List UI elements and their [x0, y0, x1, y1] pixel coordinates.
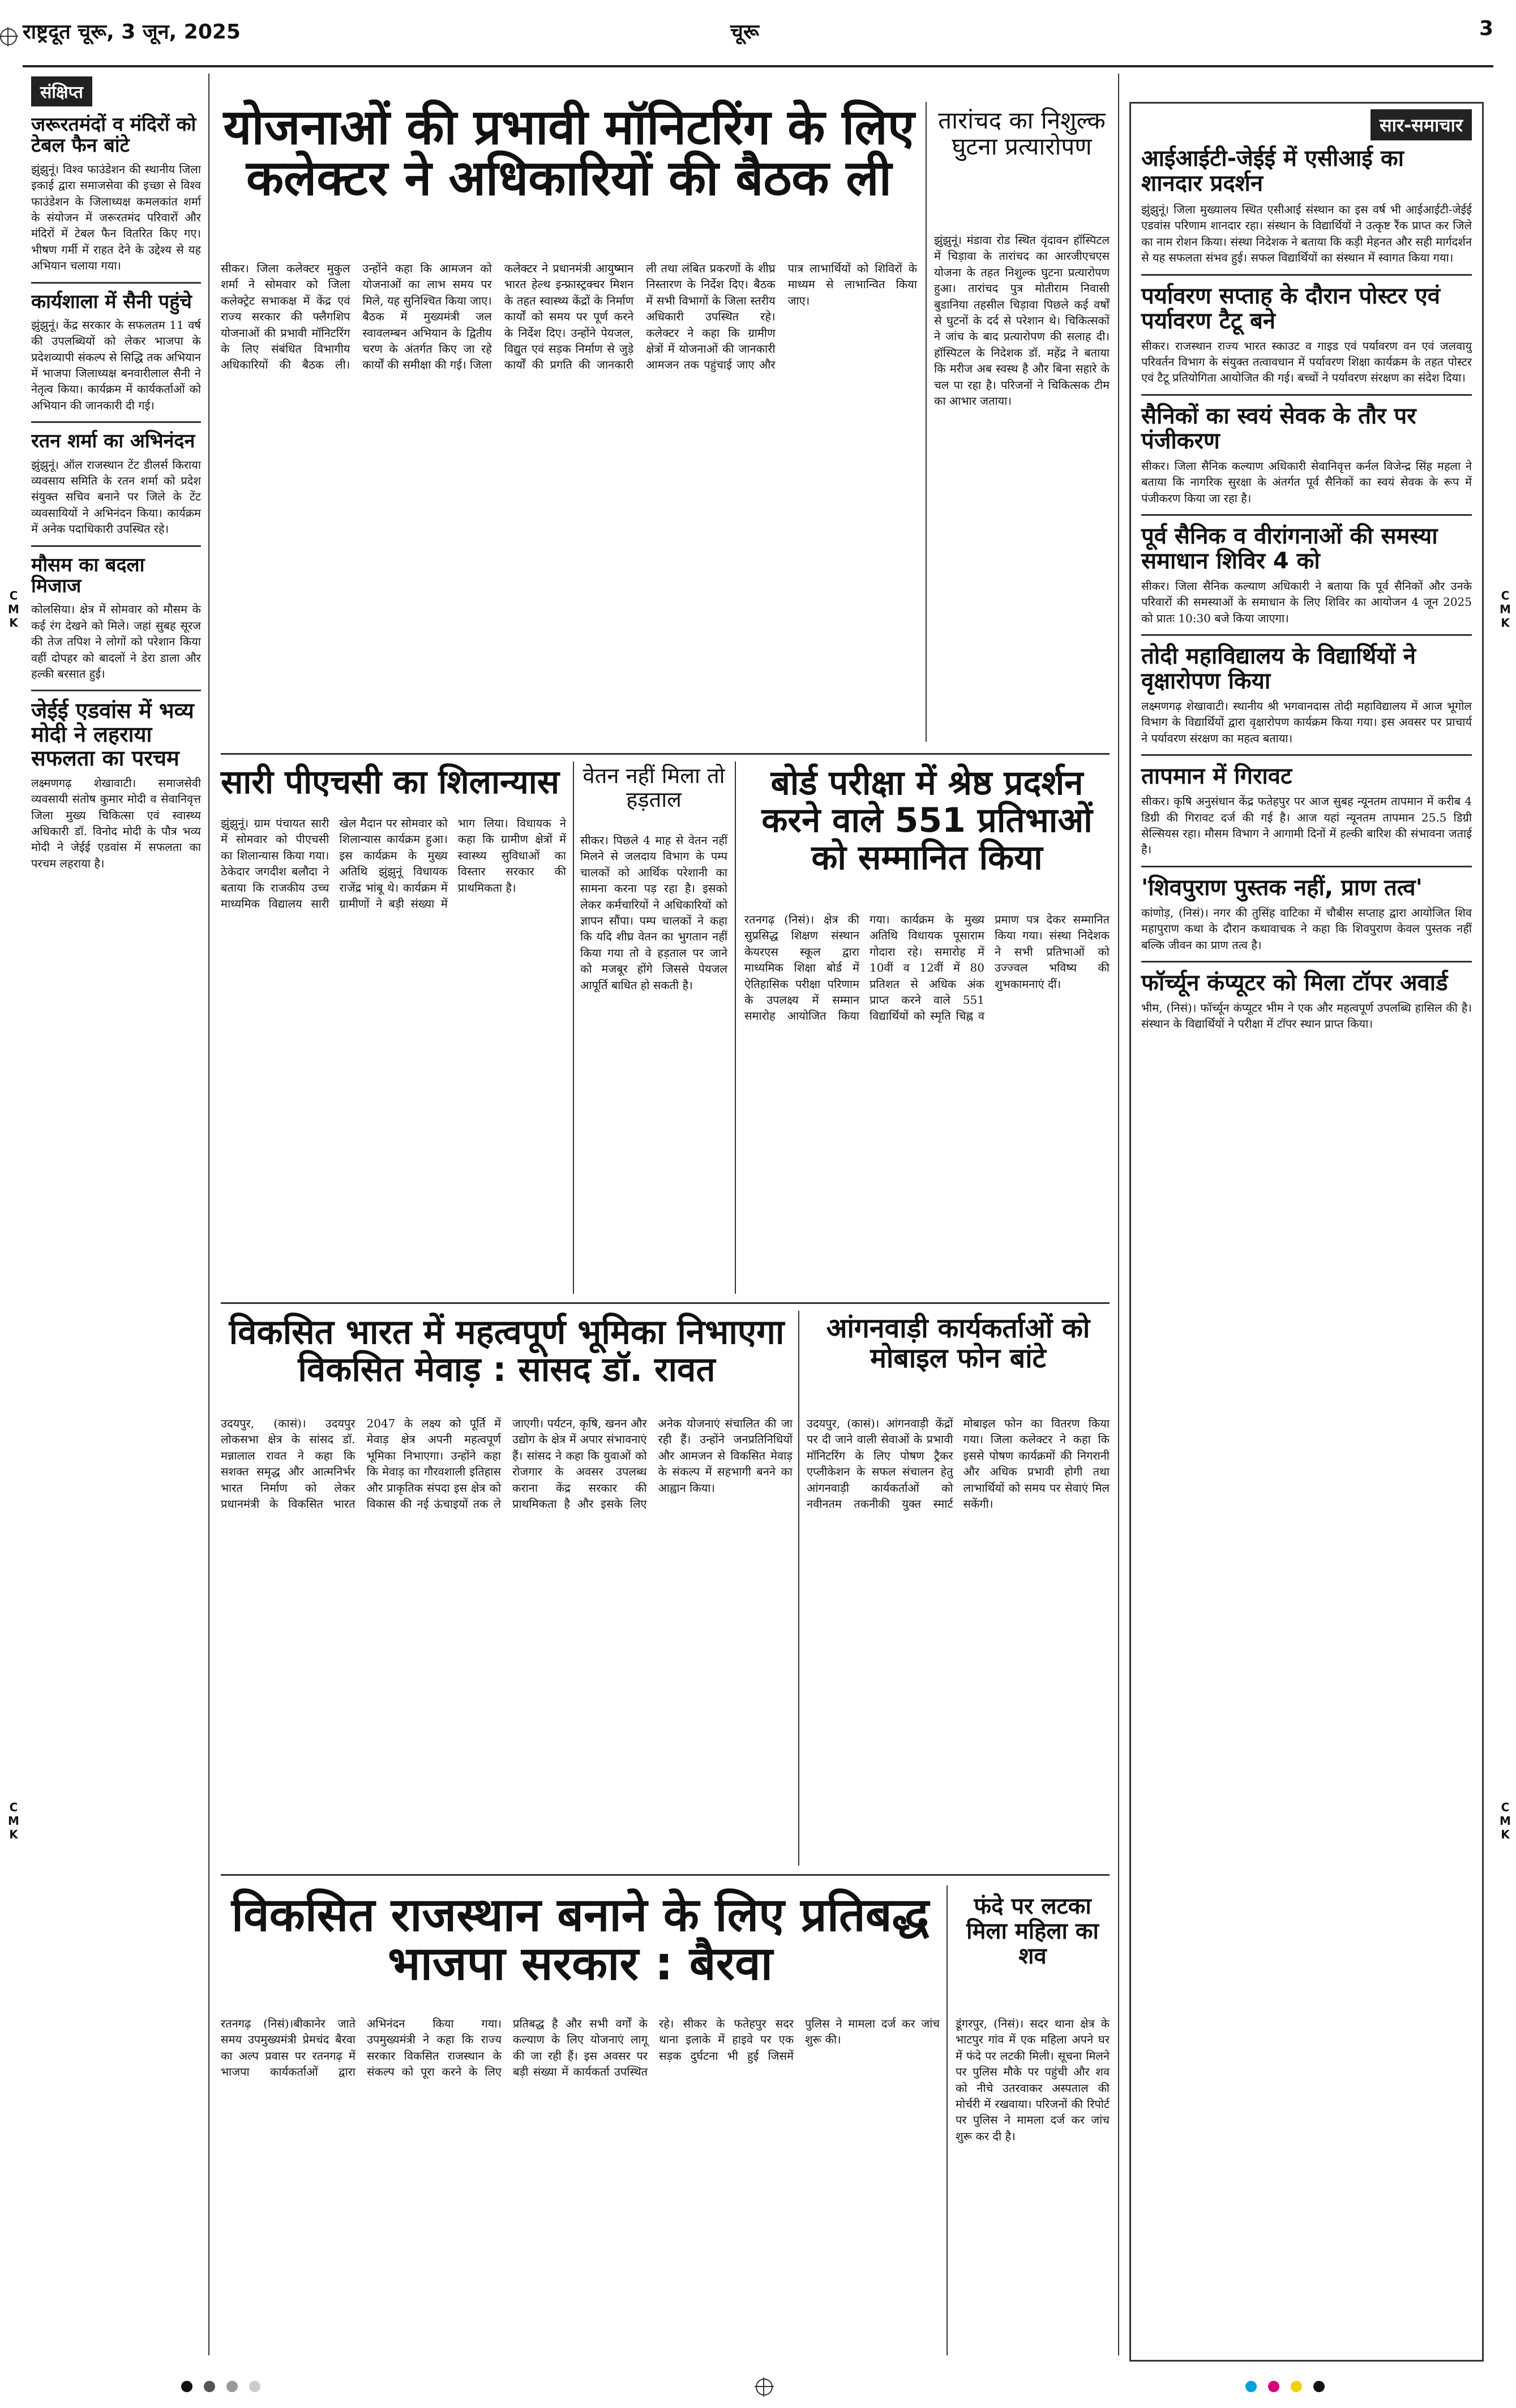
phc-headline: सारी पीएचसी का शिलान्यास — [221, 763, 560, 801]
salary-body: सीकर। पिछले 4 माह से वेतन नहीं मिलने से जलदाय विभाग के पम्प चालकों को आर्थिक परेशानी का सामना करना पड़ रहा है। इसको लेकर कर्मचारियों ने अधिकारियों को ज्ञापन सौंपा। पम्प चालकों ने कहा कि यदि शीघ्र वेतन का भुगतान नहीं किया गया तो वे हड़ताल पर जाने को मजबूर होंगे जिससे पेयजल आपूर्ति बाधित हो सकती है। — [580, 833, 727, 992]
digest-headline-3: सैनिकों का स्वयं सेवक के तौर पर पंजीकरण — [1141, 403, 1416, 454]
hanging-body: डूंगरपुर, (निसं)। सदर थाना क्षेत्र के भाटपुर गांव में एक महिला अपने घर में फंदे पर लटकी मिली। सूचना मिलने पर पुलिस मौके पर पहुंची और शव को नीचे उतरवाकर अस्पताल की मोर्चरी में रखवाया। परिजनों की रिपोर्ट पर पुलिस ने मामला दर्ज कर जांच शुरू कर दी है। — [956, 2017, 1110, 2143]
digest-headline-8: फॉर्च्यून कंप्यूटर को मिला टॉपर अवार्ड — [1141, 969, 1448, 996]
color-dot-icon — [226, 2381, 238, 2392]
board-body: रतनगढ़ (निसं)। क्षेत्र की सुप्रसिद्ध शिक्षण संस्थान केयरएस स्कूल द्वारा माध्यमिक शिक्षा बोर्ड में ऐतिहासिक परीक्षा परिणाम के उपलक्ष्य में सम्मान समारोह आयोजित किया गया। कार्यक्रम के मुख्य अतिथि विधायक पूसाराम गोदारा रहे। समारोह में 10वीं व 12वीं में 80 प्रतिशत से अधिक अंक प्राप्त करने वाले 551 विद्यार्थियों को स्मृति चिह्न व प्रमाण पत्र देकर सम्मानित किया गया। संस्था निदेशक ने सभी प्रतिभाओं को उज्ज्वल भविष्य की शुभकामनाएं दीं। — [744, 913, 1110, 1023]
column-rule — [798, 1311, 799, 1866]
brief-body-3: झुंझुनूं। ऑल राजस्थान टेंट डीलर्स किराया व्यवसाय समिति के रतन शर्मा को प्रदेश संयुक्त सचिव बनाने पर जिले के टेंट व्यवसायियों ने अभिनंदन किया। कार्यक्रम में अनेक पदाधिकारी उपस्थित रहे। — [31, 457, 201, 536]
rajasthan-body: रतनगढ़ (निसं)।बीकानेर जाते समय उपमुख्यमंत्री प्रेमचंद बैरवा का अल्प प्रवास पर रतनगढ़ में भाजपा कार्यकर्ताओं द्वारा अभिनंदन किया गया। उपमुख्यमंत्री ने कहा कि राज्य सरकार विकसित राजस्थान के संकल्प को पूरा करने के लिए प्रतिबद्ध है और सभी वर्गों के कल्याण के लिए योजनाएं लागू की जा रही हैं। इस अवसर पर बड़ी संख्या में कार्यकर्ता उपस्थित रहे। सीकर के फतेहपुर सदर थाना इलाके में हाइवे पर एक सड़क दुर्घटना भी हुई जिसमें पुलिस ने मामला दर्ज कर जांच शुरू की। — [221, 2017, 940, 2079]
column-rule — [208, 74, 209, 2355]
lead-body-text: सीकर। जिला कलेक्टर मुकुल शर्मा ने सोमवार को जिला कलेक्ट्रेट सभाकक्ष में केंद्र एवं राज्य सरकार की फ्लैगशिप योजनाओं की प्रभावी मॉनिटरिंग के लिए संबंधित विभागीय अधिकारियों की बैठक ली। उन्होंने कहा कि आमजन को योजनाओं का लाभ समय पर मिले, यह सुनिश्चित किया जाए। बैठक में मुख्यमंत्री जल स्वावलम्बन अभियान के द्वितीय चरण के अंतर्गत किए जा रहे कार्यों की समीक्षा की गई। जिला कलेक्टर ने प्रधानमंत्री आयुष्मान भारत हेल्थ इन्फ्रास्ट्रक्चर मिशन के तहत स्वास्थ्य केंद्रों के निर्माण कार्यों को समय पर पूर्ण करने के निर्देश दिए। उन्होंने पेयजल, विद्युत एवं सड़क निर्माण से जुड़े कार्यों की प्रगति की जानकारी ली तथा लंबित प्रकरणों के शीघ्र निस्तारण के निर्देश दिए। बैठक में सभी विभागों के जिला स्तरीय अधिकारी उपस्थित रहे। कलेक्टर ने कहा कि ग्रामीण क्षेत्रों में योजनाओं की जानकारी आमजन तक पहुंचाई जाए और पात्र लाभार्थियों को शिविरों के माध्यम से लाभान्वित किया जाए। — [221, 262, 917, 372]
anganwadi-body: उदयपुर, (कासं)। आंगनवाड़ी केंद्रों पर दी जाने वाली सेवाओं के प्रभावी मॉनिटरिंग के लिए पोषण ट्रैकर एप्लीकेशन के सफल संचालन हेतु आंगनवाड़ी कार्यकर्ताओं को नवीनतम तकनीकी युक्त स्मार्ट मोबाइल फोन का वितरण किया गया। जिला कलेक्टर ने कहा कि इससे पोषण कार्यक्रमों की निगरानी और अधिक प्रभावी होगी तथा लाभार्थियों को समय पर सेवाएं मिल सकेंगी। — [807, 1417, 1110, 1511]
brief-headline-5: जेईई एडवांस में भव्य मोदी ने लहराया सफलता का परचम — [31, 698, 194, 771]
brief-headline-2: कार्यशाला में सैनी पहुंचे — [31, 290, 192, 313]
brief-headline-4: मौसम का बदला मिजाज — [31, 553, 145, 597]
digest-headline-5: तोदी महाविद्यालय के विद्यार्थियों ने वृक्षारोपण किया — [1141, 643, 1416, 695]
digest-headline-7: 'शिवपुराण पुस्तक नहीं, प्राण तत्व' — [1141, 874, 1423, 901]
masthead — [23, 11, 1493, 67]
anganwadi-headline: आंगनवाड़ी कार्यकर्ताओं को मोबाइल फोन बांटे — [826, 1312, 1090, 1374]
board-article — [744, 912, 1110, 1297]
digest-body-4: सीकर। जिला सैनिक कल्याण अधिकारी ने बताया कि पूर्व सैनिकों और उनके परिवारों की समस्याओं के समाधान के लिए शिविर का आयोजन 4 जून 2025 को प्रातः 10:30 बजे किया जाएगा। — [1141, 579, 1472, 625]
cmk-marker: C M K — [1500, 1800, 1511, 1841]
phc-body: झुंझुनूं। ग्राम पंचायत सारी में सोमवार को पीएचसी का शिलान्यास किया गया। ठेकेदार जगदीश बलौदा ने बताया कि राजकीय उच्च माध्यमिक विद्यालय सारी खेल मैदान पर सोमवार को शिलान्यास कार्यक्रम हुआ। इस कार्यक्रम के मुख्य अतिथि झुंझुनूं विधायक राजेंद्र भांबू थे। कार्यक्रम में ग्रामीणों ने बड़ी संख्या में भाग लिया। विधायक ने कहा कि ग्रामीण क्षेत्रों में स्वास्थ्य सुविधाओं का विस्तार सरकार की प्राथमिकता है। — [221, 816, 566, 910]
knee-body: झुंझुनूं। मंडावा रोड स्थित वृंदावन हॉस्पिटल में चिड़ावा के तारांचद का आरजीएचएस योजना के तहत निशुल्क घुटना प्रत्यारोपण हुआ। तारांचद पुत्र मोतीराम निवासी बुडानिया तहसील चिड़ावा पिछले कई वर्षों से घुटनों के दर्द से परेशान थे। चिकित्सकों ने जांच के बाद प्रत्यारोपण की सलाह दी। हॉस्पिटल के निदेशक डॉ. महेंद्र ने बताया कि मरीज अब स्वस्थ है और बिना सहारे के चल पा रहा है। परिजनों ने चिकित्सक टीम का आभार जताया। — [934, 233, 1110, 408]
news-digest-sidebar — [1129, 102, 1484, 2362]
page-number: 3 — [1479, 17, 1493, 40]
column-rule — [735, 762, 736, 1294]
section-divider — [221, 753, 1110, 755]
digest-body-8: भीम, (निसं)। फॉर्च्यून कंप्यूटर भीम ने एक और महत्वपूर्ण उपलब्धि हासिल की है। संस्थान के विद्यार्थियों ने परीक्षा में टॉपर स्थान प्राप्त किया। — [1141, 1000, 1472, 1031]
board-headline: बोर्ड परीक्षा में श्रेष्ठ प्रदर्शन करने वाले 551 प्रतिभाओं को सम्मानित किया — [761, 763, 1093, 878]
cmk-marker: C M K — [1500, 589, 1511, 630]
digest-body-3: सीकर। जिला सैनिक कल्याण अधिकारी सेवानिवृत्त कर्नल विजेन्द्र सिंह महला ने बताया कि नागरिक सुरक्षा के अंतर्गत पूर्व सैनिकों का स्वयं सेवक के रूप में पंजीकरण किया जा रहा है। — [1141, 459, 1472, 505]
masthead-date: राष्ट्रदूत चूरू, 3 जून, 2025 — [23, 20, 241, 44]
masthead-city: चूरू — [730, 20, 759, 44]
print-marks-row — [0, 2375, 1516, 2398]
cyan-dot-icon — [1245, 2381, 1257, 2392]
column-rule — [573, 762, 574, 1294]
brief-column — [31, 76, 201, 2353]
color-dot-icon — [249, 2381, 260, 2392]
brief-headline-3: रतन शर्मा का अभिनंदन — [31, 430, 195, 453]
digest-body-2: सीकर। राजस्थान राज्य भारत स्काउट व गाइड एवं पर्यावरण वन एवं जलवायु परिवर्तन विभाग के संयुक्त तत्वावधान में पर्यावरण शिक्षा कार्यक्रम के तहत पोस्टर एवं टैटू प्रतियोगिता आयोजित की गई। बच्चों ने पर्यावरण संरक्षण का संदेश दिया। — [1141, 339, 1472, 385]
brief-headline-1: जरूरतमंदों व मंदिरों को टेबल फैन बांटे — [31, 113, 196, 157]
brief-body-2: झुंझुनूं। केंद्र सरकार के सफलतम 11 वर्ष की उपलब्धियों को लेकर भाजपा के प्रदेशव्यापी संकल्प से सिद्धि तक अभियान में भाजपा जिलाध्यक्ष बनवारीलाल सैनी ने नेतृत्व किया। कार्यक्रम में कार्यकर्ताओं को अभियान की जानकारी दी गई। — [31, 318, 201, 412]
registration-mark-icon — [0, 28, 17, 45]
digest-headline-4: पूर्व सैनिक व वीरांगनाओं की समस्या समाधान शिविर 4 को — [1141, 523, 1438, 574]
section-divider — [221, 1302, 1110, 1304]
column-rule — [926, 102, 927, 742]
digest-headline-2: पर्यावरण सप्ताह के दौरान पोस्टर एवं पर्यावरण टैटू बने — [1141, 283, 1440, 334]
rajasthan-article — [221, 2016, 940, 2355]
anganwadi-article — [807, 1415, 1110, 1868]
digest-body-5: लक्ष्मणगढ़ शेखावाटी। स्थानीय श्री भगवानदास तोदी महाविद्यालय में आज भूगोल विभाग के विद्यार्थियों द्वारा वृक्षारोपण कार्यक्रम किया गया। इस अवसर पर प्राचार्य ने पर्यावरण संरक्षण का महत्व बताया। — [1141, 699, 1472, 745]
hanging-headline: फंदे पर लटका मिला महिला का शव — [966, 1893, 1099, 1969]
black-dot-icon — [1313, 2381, 1325, 2392]
lead-article-body — [221, 260, 917, 753]
mewar-body: उदयपुर, (कासं)। उदयपुर लोकसभा क्षेत्र के सांसद डॉ. मन्नालाल रावत ने कहा कि सशक्त समृद्ध और आत्मनिर्भर भारत निर्माण को लेकर प्रधानमंत्री के विकसित भारत 2047 के लक्ष्य को पूर्ति में मेवाड़ क्षेत्र अपनी महत्वपूर्ण भूमिका निभाएगा। उन्होंने कहा कि मेवाड़ का गौरवशाली इतिहास और प्राकृतिक संपदा इस क्षेत्र को विकास की नई ऊंचाइयों तक ले जाएगी। पर्यटन, कृषि, खनन और उद्योग के क्षेत्र में अपार संभावनाएं हैं। सांसद ने कहा कि युवाओं को रोजगार के अवसर उपलब्ध कराना केंद्र सरकार की प्राथमिकता है और इसके लिए अनेक योजनाएं संचालित की जा रही हैं। उन्होंने जनप्रतिनिधियों और आमजन से विकसित मेवाड़ के संकल्प में सहभागी बनने का आह्वान किया। — [221, 1417, 793, 1511]
registration-mark-icon — [756, 2379, 773, 2396]
brief-body-1: झुंझुनूं। विश्व फाउंडेशन की स्थानीय जिला इकाई द्वारा समाजसेवा की इच्छा से विश्व फाउंडेशन के जिलाध्यक्ष कमलकांत शर्मा के संयोजन में जरूरतमंद परिवारों और मंदिरों में टेबल फैन वितरित किए गए। भीषण गर्मी में राहत देने के उद्देश्य से यह अभियान चलाया गया। — [31, 162, 201, 273]
mewar-headline: विकसित भारत में महत्वपूर्ण भूमिका निभाएगा विकसित मेवाड़ : सांसद डॉ. रावत — [229, 1312, 785, 1389]
salary-headline: वेतन नहीं मिला तो हड़ताल — [583, 763, 725, 812]
section-tag-brief: संक्षिप्त — [31, 76, 92, 106]
brief-body-5: लक्ष्मणगढ़ शेखावाटी। समाजसेवी व्यवसायी संतोष कुमार मोदी व सेवानिवृत्त जिला मुख्य चिकित्सा एवं स्वास्थ्य अधिकारी डॉ. विनोद मोदी के पौत्र भव्य मोदी ने जेईई एडवांस में सफलता का परचम लहराया है। — [31, 776, 201, 870]
digest-body-1: झुंझुनूं। जिला मुख्यालय स्थित एसीआई संस्थान का इस वर्ष भी आईआईटी-जेईई एडवांस परिणाम शानदार रहा। संस्थान के विद्यार्थियों ने उत्कृष्ट रैंक प्राप्त कर जिले का नाम रोशन किया। संस्था निदेशक ने बताया कि कड़ी मेहनत और सही मार्गदर्शन से यह सफलता संभव हुई। सफल विद्यार्थियों का संस्थान में स्वागत किया गया। — [1141, 203, 1472, 265]
color-dot-icon — [204, 2381, 215, 2392]
digest-body-6: सीकर। कृषि अनुसंधान केंद्र फतेहपुर पर आज सुबह न्यूनतम तापमान में करीब 4 डिग्री की गिरावट दर्ज की गई है। आज यहां न्यूनतम तापमान 25.5 डिग्री सेल्सियस रहा। मौसम विभाग ने आगामी दिनों में हल्की बारिश की संभावना जताई है। — [1141, 794, 1472, 857]
digest-body-7: कांणोड़, (निसं)। नगर की तुसिंह वाटिका में चौबीस सप्ताह द्वारा आयोजित शिव महापुराण कथा के दौरान कथावाचक ने कहा कि शिवपुराण केवल पुस्तक नहीं बल्कि जीवन का प्राण तत्व है। — [1141, 905, 1472, 952]
mewar-article — [221, 1415, 793, 1868]
cmk-marker: C M K — [8, 589, 19, 630]
brief-body-4: कोलसिया। क्षेत्र में सोमवार को मौसम के कई रंग देखने को मिले। जहां सुबह सूरज की तेज तपिश ने लोगों को परेशान किया वहीं दोपहर को बादलों ने डेरा डाला और हल्की बरसात हुई। — [31, 602, 201, 681]
rajasthan-headline: विकसित राजस्थान बनाने के लिए प्रतिबद्ध भाजपा सरकार : बैरवा — [231, 1888, 930, 1991]
digest-headline-1: आईआईटी-जेईई में एसीआई का शानदार प्रदर्शन — [1141, 146, 1404, 196]
section-divider — [221, 1874, 1110, 1876]
digest-headline-6: तापमान में गिरावट — [1141, 763, 1292, 790]
section-tag-digest: सार-समाचार — [1371, 109, 1472, 140]
magenta-dot-icon — [1268, 2381, 1279, 2392]
column-rule — [947, 1885, 948, 2355]
cmk-marker: C M K — [8, 1800, 19, 1841]
knee-headline: तारांचद का निशुल्क घुटना प्रत्यारोपण — [938, 106, 1106, 161]
column-rule — [1118, 74, 1119, 2355]
color-dot-icon — [181, 2381, 192, 2392]
lead-headline: योजनाओं की प्रभावी मॉनिटरिंग के लिए कलेक्टर ने अधिकारियों की बैठक ली — [223, 99, 915, 207]
phc-article — [221, 815, 566, 1297]
yellow-dot-icon — [1291, 2381, 1302, 2392]
